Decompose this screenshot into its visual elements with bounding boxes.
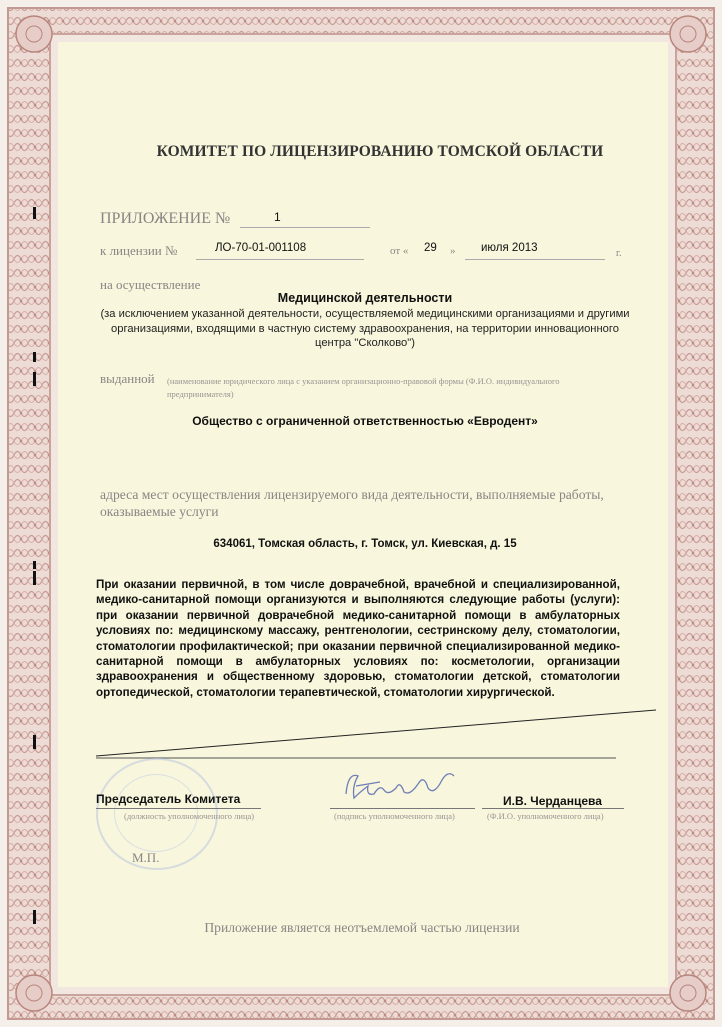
name-hint: (Ф.И.О. уполномоченного лица)	[487, 811, 604, 821]
scan-mark	[33, 735, 36, 749]
signatory-position: Председатель Комитета	[96, 792, 241, 806]
license-day: 29	[424, 242, 437, 254]
scan-mark	[33, 561, 36, 569]
position-line	[96, 808, 261, 809]
appendix-number: 1	[274, 210, 281, 224]
appendix-label: ПРИЛОЖЕНИЕ №	[100, 210, 231, 227]
license-number: ЛО-70-01-001108	[215, 242, 307, 254]
handwritten-signature	[338, 762, 470, 810]
position-hint: (должность уполномоченного лица)	[124, 811, 255, 821]
license-month-year: июля 2013	[481, 242, 538, 254]
issued-hint: (наименование юридического лица с указанием организационно-правовой формы (Ф.И.О. индивидуального предпринимателя)	[167, 376, 560, 399]
addresses-label: адреса мест осуществления лицензируемого вида деятельности, выполняемые работы, оказываемые услуги	[100, 487, 604, 519]
name-line	[482, 808, 624, 809]
activity-name: Медицинской деятельности	[277, 291, 453, 305]
license-day-close: »	[450, 245, 456, 257]
issued-label: выданной	[100, 371, 155, 386]
scan-mark	[33, 910, 36, 924]
footer-note: Приложение является неотъемлемой частью лицензии	[204, 920, 520, 935]
activity-address: 634061, Томская область, г. Томск, ул. Киевская, д. 15	[213, 538, 517, 550]
scan-mark	[33, 372, 36, 386]
scan-mark	[33, 207, 36, 219]
issued-organization: Общество с ограниченной ответственностью «Евродент»	[192, 414, 538, 428]
license-number-line	[196, 259, 364, 260]
signatory-name: И.В. Черданцева	[503, 794, 602, 808]
stamp-place-mark: М.П.	[132, 850, 160, 865]
license-label: к лицензии №	[100, 243, 178, 258]
activity-label: на осуществление	[100, 277, 201, 292]
scan-mark	[33, 571, 36, 585]
services-list: При оказании первичной, в том числе доврачебной, врачебной и специализированной, медико-санитарной помощи организуются и выполняются следующие работы (услуги): при оказании первичной доврачебной медико-санитарной помощи в амбулаторных условиях по: медицинскому массажу, рентгенологии, сестринскому делу, стоматологии, стоматологии профилактической; при оказании первичной специализированной медико-санитарной помощи в амбулаторных условиях по: косметологии, организации здравоохранения и общественному здоровью, стоматологии детской, стоматологии ортопедической, стоматологии терапевтической, стоматологии хирургической.	[96, 578, 620, 699]
signature-line	[330, 808, 475, 809]
blank-strike-lines	[96, 708, 656, 768]
signature-hint: (подпись уполномоченного лица)	[334, 811, 455, 821]
activity-exception: (за исключением указанной деятельности, осуществляемой медицинскими организациями и другими организациями, входящими в частную систему здравоохранения, на территории инновационного центра "Сколково")	[100, 308, 630, 349]
license-date-from: от «	[390, 245, 409, 257]
license-year-suffix: г.	[616, 248, 622, 259]
scan-mark	[33, 352, 36, 362]
committee-title: КОМИТЕТ ПО ЛИЦЕНЗИРОВАНИЮ ТОМСКОЙ ОБЛАСТИ	[156, 143, 604, 160]
license-date-line	[465, 259, 605, 260]
appendix-number-line	[240, 227, 370, 228]
